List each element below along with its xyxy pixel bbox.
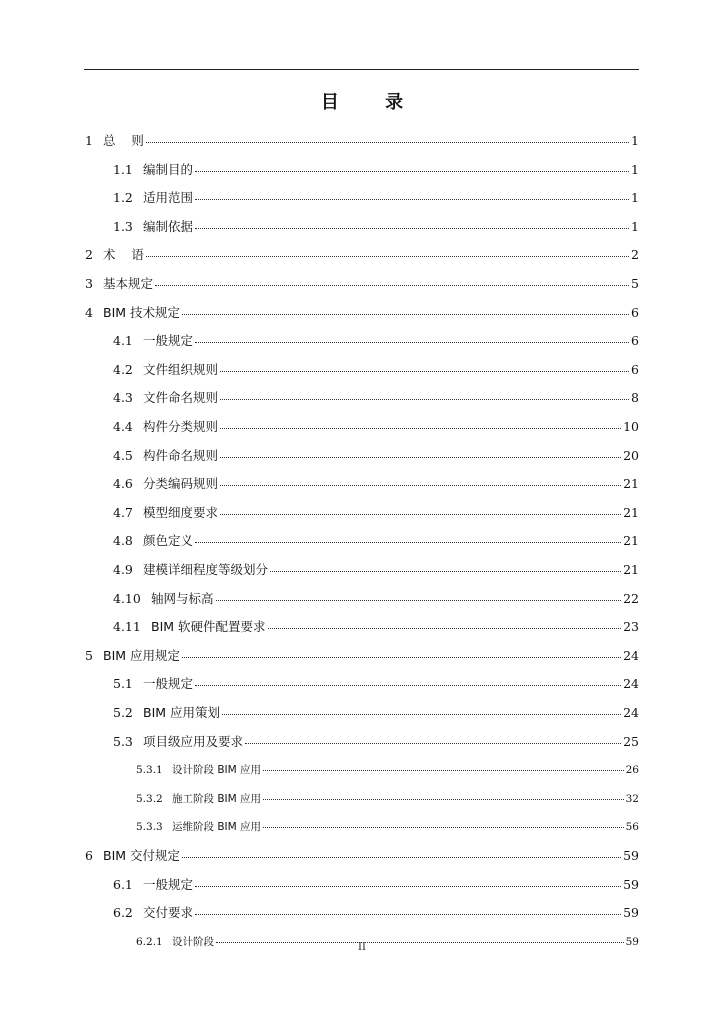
toc-entry[interactable] bbox=[113, 448, 639, 464]
toc-entry-page: 32 bbox=[625, 792, 639, 805]
toc-dot-leader bbox=[263, 770, 624, 771]
toc-entry-page: 23 bbox=[623, 619, 639, 635]
toc-entry-title: 总 则 bbox=[103, 133, 144, 148]
toc-entry[interactable] bbox=[85, 247, 639, 263]
toc-entry-number: 5.1 bbox=[113, 676, 133, 692]
toc-entry[interactable] bbox=[113, 476, 639, 492]
toc-entry-page: 59 bbox=[623, 848, 639, 863]
toc-entry-title: 颜色定义 bbox=[143, 533, 194, 549]
toc-entry-title: BIM 应用规定 bbox=[103, 647, 181, 663]
toc-entry-number: 6.2.1 bbox=[136, 935, 163, 948]
toc-entry-number: 4.3 bbox=[113, 390, 133, 406]
toc-entry-title: 编制目的 bbox=[143, 161, 194, 177]
toc-entry[interactable] bbox=[85, 276, 639, 292]
toc-entry-page: 1 bbox=[631, 190, 639, 206]
toc-entry-page: 20 bbox=[623, 447, 639, 463]
toc-entry-title: BIM 软硬件配置要求 bbox=[151, 619, 266, 635]
toc-entry-number: 1.1 bbox=[113, 161, 133, 177]
toc-entry-number: 2 bbox=[85, 247, 93, 263]
toc-entry[interactable] bbox=[113, 562, 639, 578]
toc-dot-leader bbox=[182, 314, 629, 315]
toc-entry[interactable] bbox=[113, 619, 639, 635]
toc-entry-page: 56 bbox=[625, 821, 639, 834]
toc-entry-title: 设计阶段 BIM 应用 bbox=[172, 764, 262, 777]
toc-entry[interactable] bbox=[136, 791, 639, 807]
toc-entry-page: 59 bbox=[625, 935, 639, 948]
toc-entry-title: 轴网与标高 bbox=[151, 590, 214, 606]
toc-entry-page: 1 bbox=[631, 133, 639, 148]
toc-dot-leader bbox=[245, 743, 621, 744]
toc-entry[interactable] bbox=[136, 762, 639, 778]
page-title: 目 录 bbox=[320, 92, 424, 113]
toc-entry-number: 5.3.2 bbox=[136, 792, 163, 805]
toc-entry-number: 5.3 bbox=[113, 733, 133, 749]
toc-dot-leader bbox=[195, 171, 629, 172]
toc-entry-page: 5 bbox=[631, 276, 639, 291]
toc-entry-number: 1.2 bbox=[113, 190, 133, 206]
toc-dot-leader bbox=[220, 371, 629, 372]
toc-entry-page: 25 bbox=[623, 733, 639, 749]
toc-entry-number: 4.1 bbox=[113, 333, 133, 349]
toc-entry-number: 4.8 bbox=[113, 533, 133, 549]
toc-entry-number: 4 bbox=[85, 304, 93, 320]
toc-dot-leader bbox=[195, 342, 629, 343]
toc-entry-number: 4.7 bbox=[113, 504, 133, 520]
toc-entry-title: 设计阶段 bbox=[172, 935, 214, 948]
toc-dot-leader bbox=[220, 485, 621, 486]
toc-entry-number: 6.1 bbox=[113, 876, 133, 892]
header-rule bbox=[84, 69, 639, 70]
toc-entry-page: 21 bbox=[623, 562, 639, 577]
toc-entry-page: 24 bbox=[623, 647, 639, 663]
toc-dot-leader bbox=[146, 142, 629, 143]
toc-dot-leader bbox=[182, 857, 621, 858]
toc-entry-title: BIM 交付规定 bbox=[103, 848, 181, 863]
toc-entry[interactable] bbox=[113, 533, 639, 549]
toc-entry[interactable] bbox=[113, 162, 639, 178]
toc-entry-page: 1 bbox=[631, 161, 639, 177]
toc-entry[interactable] bbox=[113, 390, 639, 406]
toc-dot-leader bbox=[195, 199, 629, 200]
toc-entry-page: 6 bbox=[631, 304, 639, 320]
toc-entry-page: 6 bbox=[631, 333, 639, 349]
toc-entry-title: 交付要求 bbox=[143, 905, 194, 921]
toc-entry-title: 分类编码规则 bbox=[143, 476, 219, 492]
toc-entry[interactable] bbox=[113, 705, 639, 721]
toc-entry[interactable] bbox=[113, 734, 639, 750]
toc-entry-title: BIM 技术规定 bbox=[103, 304, 181, 320]
toc-entry[interactable] bbox=[113, 877, 639, 893]
toc-entry-title: 一般规定 bbox=[143, 876, 194, 892]
toc-entry-title: 术 语 bbox=[103, 247, 144, 263]
toc-entry-page: 2 bbox=[631, 247, 639, 263]
toc-entry-number: 1 bbox=[85, 133, 93, 148]
toc-dot-leader bbox=[268, 628, 622, 629]
toc-entry-title: 一般规定 bbox=[143, 333, 194, 349]
toc-entry-number: 4.2 bbox=[113, 361, 133, 377]
toc-dot-leader bbox=[195, 914, 621, 915]
toc-entry-number: 1.3 bbox=[113, 218, 133, 234]
toc-entry-title: 模型细度要求 bbox=[143, 504, 219, 520]
toc-entry[interactable] bbox=[113, 190, 639, 206]
toc-entry-title: 建模详细程度等级划分 bbox=[143, 562, 269, 577]
toc-dot-leader bbox=[155, 285, 629, 286]
toc-entry-number: 5.3.1 bbox=[136, 764, 163, 777]
toc-entry[interactable] bbox=[113, 333, 639, 349]
toc-entry-title: 施工阶段 BIM 应用 bbox=[172, 792, 262, 805]
toc-dot-leader bbox=[220, 428, 621, 429]
toc-entry-page: 21 bbox=[623, 533, 639, 549]
toc-entry[interactable] bbox=[113, 676, 639, 692]
toc-entry[interactable] bbox=[113, 505, 639, 521]
toc-entry[interactable] bbox=[136, 819, 639, 835]
toc-entry[interactable] bbox=[113, 419, 639, 435]
toc-entry-title: 基本规定 bbox=[103, 276, 154, 291]
toc-entry-page: 1 bbox=[631, 218, 639, 234]
toc-entry[interactable] bbox=[85, 305, 639, 321]
toc-dot-leader bbox=[182, 657, 621, 658]
toc-dot-leader bbox=[216, 600, 622, 601]
toc-dot-leader bbox=[146, 256, 629, 257]
toc-dot-leader bbox=[270, 571, 621, 572]
toc-entry-title: 编制依据 bbox=[143, 218, 194, 234]
toc-entry-number: 4.10 bbox=[113, 590, 141, 606]
toc-dot-leader bbox=[220, 457, 621, 458]
toc-entry-title: 运维阶段 BIM 应用 bbox=[172, 821, 262, 834]
toc-entry-number: 4.9 bbox=[113, 562, 133, 577]
toc-entry[interactable] bbox=[113, 591, 639, 607]
toc-entry[interactable] bbox=[85, 133, 639, 149]
toc-dot-leader bbox=[195, 542, 621, 543]
toc-entry[interactable] bbox=[113, 905, 639, 921]
toc-entry-title: 一般规定 bbox=[143, 676, 194, 692]
toc-entry-number: 3 bbox=[85, 276, 93, 291]
toc-entry-title: BIM 应用策划 bbox=[143, 705, 221, 720]
toc-dot-leader bbox=[195, 228, 629, 229]
toc-entry-title: 构件命名规则 bbox=[143, 447, 219, 463]
toc-entry-title: 项目级应用及要求 bbox=[143, 733, 244, 749]
toc-entry-page: 21 bbox=[623, 476, 639, 492]
toc-entry-page: 24 bbox=[623, 705, 639, 720]
toc-entry-page: 22 bbox=[623, 590, 639, 606]
toc-entry-number: 5.3.3 bbox=[136, 821, 163, 834]
toc-entry-number: 4.4 bbox=[113, 419, 133, 434]
toc-entry-page: 26 bbox=[625, 764, 639, 777]
toc-entry-number: 4.6 bbox=[113, 476, 133, 492]
toc-dot-leader bbox=[220, 514, 621, 515]
toc-entry-number: 5 bbox=[85, 647, 93, 663]
toc-entry-number: 4.5 bbox=[113, 447, 133, 463]
page-number: II bbox=[358, 942, 366, 953]
toc-dot-leader bbox=[195, 886, 621, 887]
toc-dot-leader bbox=[195, 685, 621, 686]
toc-entry-page: 10 bbox=[623, 419, 639, 434]
toc-entry[interactable] bbox=[85, 848, 639, 864]
toc-entry-number: 5.2 bbox=[113, 705, 133, 720]
toc-entry-title: 构件分类规则 bbox=[143, 419, 219, 434]
toc-entry-number: 6 bbox=[85, 848, 93, 863]
toc-entry[interactable] bbox=[113, 219, 639, 235]
toc-dot-leader bbox=[263, 799, 624, 800]
toc-entry-number: 4.11 bbox=[113, 619, 141, 635]
toc-entry-page: 59 bbox=[623, 876, 639, 892]
toc-entry-title: 文件组织规则 bbox=[143, 361, 219, 377]
toc-entry-page: 21 bbox=[623, 504, 639, 520]
toc-dot-leader bbox=[220, 399, 629, 400]
toc-entry[interactable] bbox=[113, 362, 639, 378]
toc-entry-page: 59 bbox=[623, 905, 639, 921]
toc-entry-title: 文件命名规则 bbox=[143, 390, 219, 406]
toc-dot-leader bbox=[222, 714, 621, 715]
toc-entry-number: 6.2 bbox=[113, 905, 133, 921]
toc-dot-leader bbox=[263, 827, 624, 828]
toc-entry-title: 适用范围 bbox=[143, 190, 194, 206]
toc-entry[interactable] bbox=[85, 648, 639, 664]
toc-entry-page: 8 bbox=[631, 390, 639, 406]
toc-entry-page: 24 bbox=[623, 676, 639, 692]
toc-entry-page: 6 bbox=[631, 361, 639, 377]
